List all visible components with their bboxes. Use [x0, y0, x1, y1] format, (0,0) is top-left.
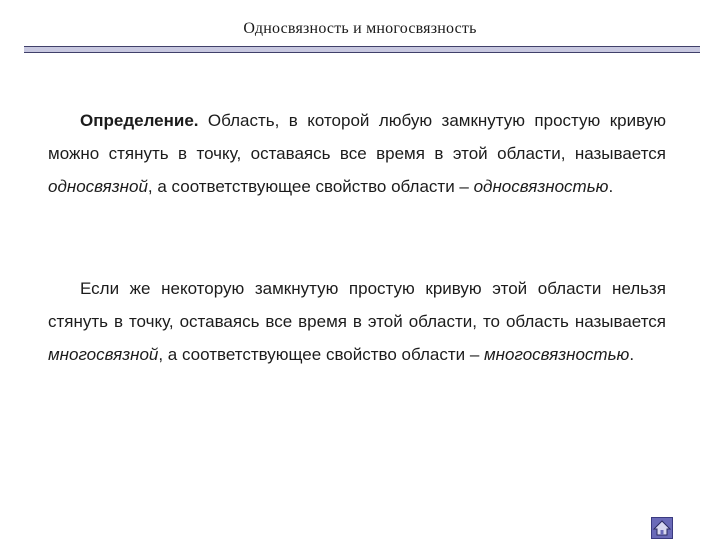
paragraph-text: , а соответствующее свойство области –: [158, 345, 485, 364]
multiply-connected-paragraph: [48, 272, 666, 371]
term-simple-connectivity: односвязностью: [473, 177, 609, 196]
title-divider: [24, 46, 700, 53]
paragraph-text: .: [629, 345, 635, 364]
term-simply-connected: односвязной: [48, 177, 148, 196]
paragraph-text: Область, в которой любую замкнутую простую кривую можно стянуть в точку, оставаясь все время в этой области, называется: [48, 111, 666, 163]
definition-label: Определение.: [80, 111, 199, 130]
home-icon: [652, 518, 672, 538]
paragraph-text: .: [608, 177, 614, 196]
paragraph-text: , а соответствующее свойство области –: [147, 177, 474, 196]
term-multiple-connectivity: многосвязностью: [484, 345, 630, 364]
page-title: Односвязность и многосвязность: [243, 20, 477, 37]
paragraph-text: Если же некоторую замкнутую простую кривую этой области нельзя стянуть в точку, оставаясь все время в этой области, то область называется: [48, 279, 666, 331]
term-multiply-connected: многосвязной: [48, 345, 159, 364]
definition-paragraph: [48, 104, 666, 203]
home-button[interactable]: [651, 517, 673, 539]
